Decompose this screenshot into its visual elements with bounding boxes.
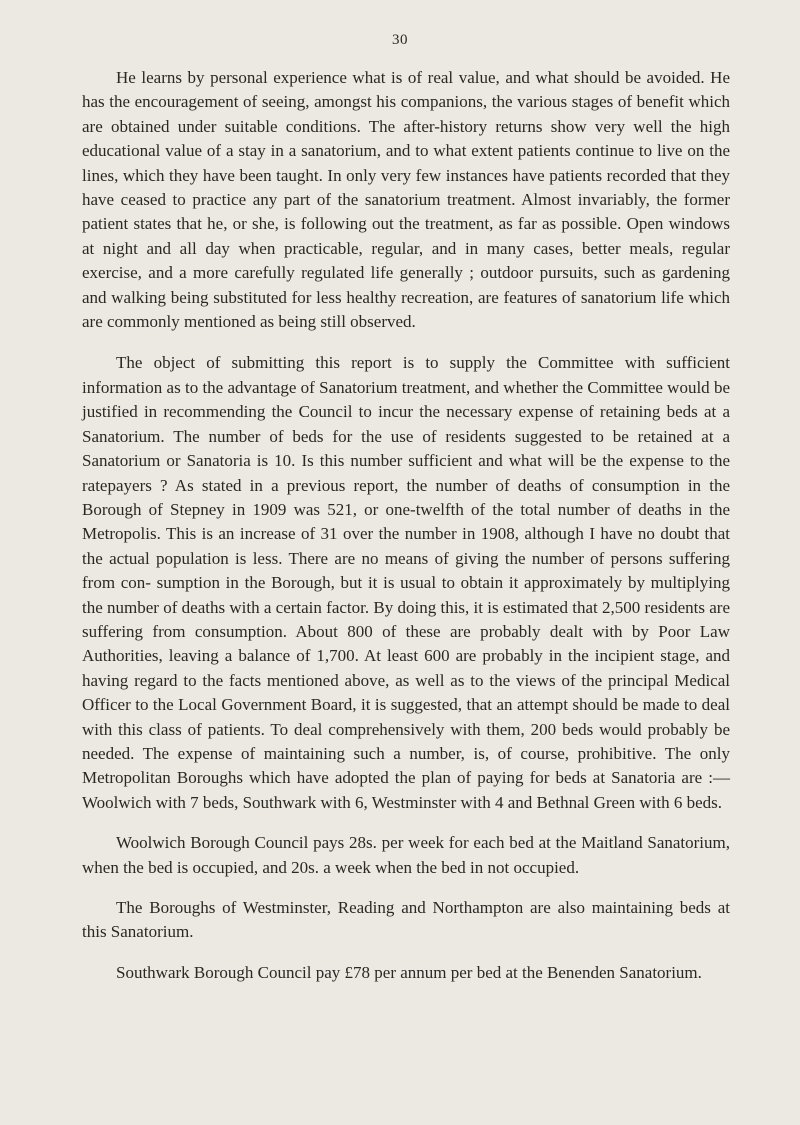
paragraph-report-object: The object of submitting this report is to supply the Committee with sufficient information as to the advantage of Sanatorium treatment, and whether the Committee would be justified in recommending the Council to incur the necessary expense of retaining beds at a Sanatorium. The number of beds for the use of residents suggested to be retained at a Sanatorium or Sanatoria is 10. Is this number sufficient and what will be the expense to the ratepayers ? As stated in a previous report, the number of deaths of consumption in the Borough of Stepney in 1909 was 521, or one-twelfth of the total number of deaths in the Metropolis. This is an increase of 31 over the number in 1908, although I have no doubt that the actual population is less. There are no means of giving the number of persons suffering from con- sumption in the Borough, but it is usual to obtain it approximately by multiplying the number of deaths with a certain factor. By doing this, it is estimated that 2,500 residents are suffering from consumption. About 800 of these are probably dealt with by Poor Law Authorities, leaving a balance of 1,700. At least 600 are probably in the incipient stage, and having regard to the facts mentioned above, as well as to the views of the principal Medical Officer to the Local Government Board, it is suggested, that an attempt should be made to deal with this class of patients. To deal comprehensively with them, 200 beds would probably be needed. The expense of maintaining such a number, is, of course, prohibitive. The only Metropolitan Boroughs which have adopted the plan of paying for beds at Sanatoria are :— Woolwich with 7 beds, Southwark with 6, Westminster with 4 and Bethnal Green with 6 beds. (82, 353, 730, 812)
paragraph-westminster-reading-northampton: The Boroughs of Westminster, Reading and Northampton are also maintaining beds at this Sanatorium. (82, 898, 730, 942)
page-number: 30 (392, 32, 408, 48)
paragraph-after-history: He learns by personal experience what is of real value, and what should be avoided. He has the encouragement of seeing, amongst his companions, the various stages of benefit which are obtained under suitable conditions. The after-history returns show very well the high educational value of a stay in a sanatorium, and to what extent patients continue to live on the lines, which they have been taught. In only very few instances have patients recorded that they have ceased to practice any part of the sanatorium treatment. Almost invariably, the former patient states that he, or she, is following out the treatment, as far as possible. Open windows at night and all day when practicable, regular, and in many cases, better meals, regular exercise, and a more carefully regulated life generally ; outdoor pursuits, such as gardening and walking being substituted for less healthy recreation, are features of sanatorium life which are commonly mentioned as being still observed. (82, 68, 730, 332)
paragraph-woolwich: Woolwich Borough Council pays 28s. per week for each bed at the Maitland Sanatorium, when the bed is occupied, and 20s. a week when the bed in not occupied. (82, 833, 730, 877)
document-body (82, 66, 730, 985)
paragraph-southwark: Southwark Borough Council pay £78 per annum per bed at the Benenden Sanatorium. (116, 962, 702, 982)
